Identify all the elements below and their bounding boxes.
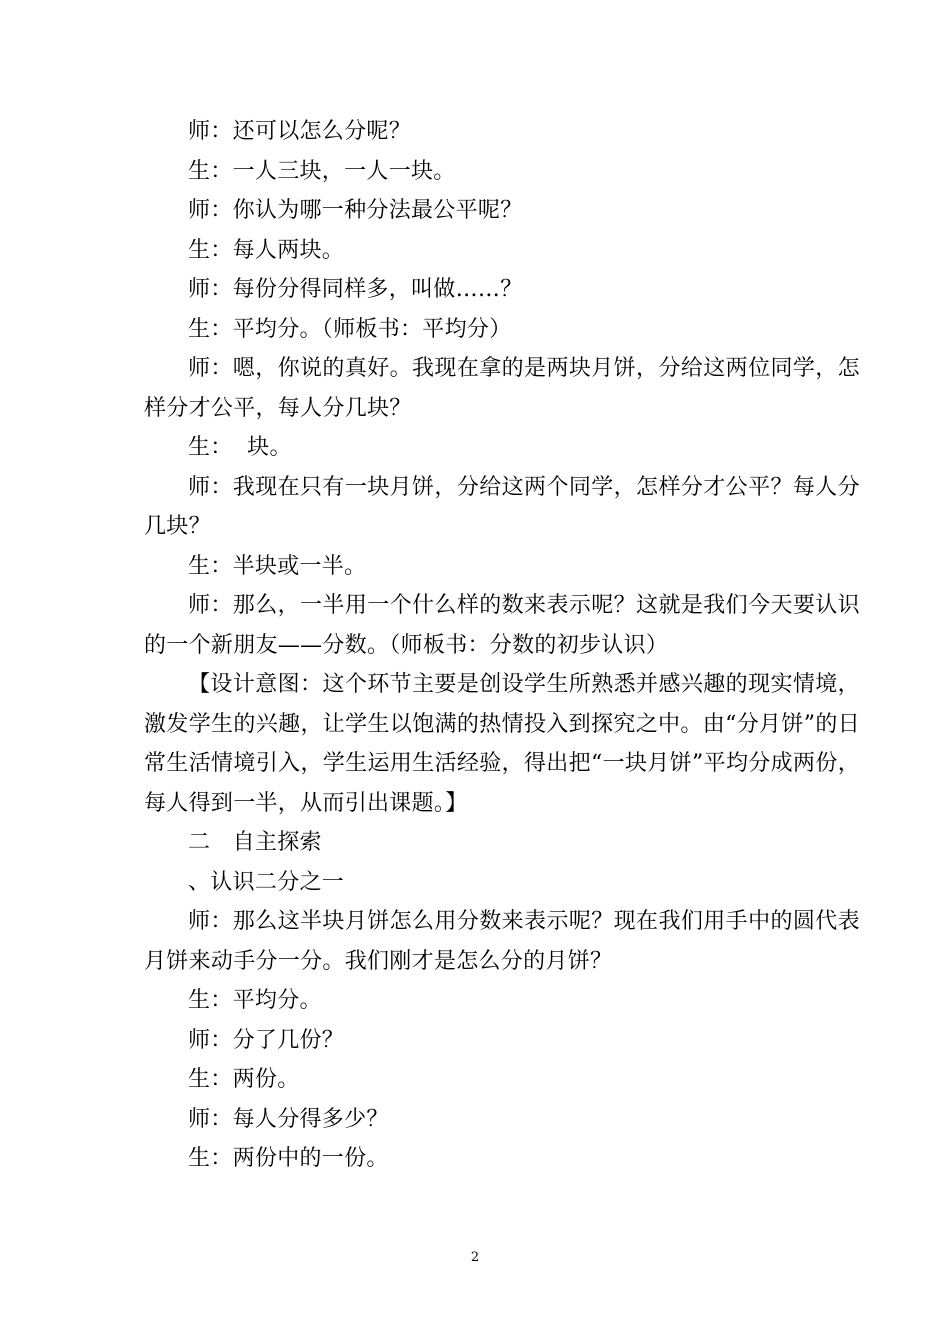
paragraph: 生：一人三块，一人一块。 [188,158,456,184]
paragraph: 师：每人分得多少？ [188,1106,389,1132]
paragraph: 师：我现在只有一块月饼，分给这两个同学，怎样分才公平？每人分几块？ [144,474,860,539]
paragraph: 师：嗯，你说的真好。我现在拿的是两块月饼，分给这两位同学，怎样分才公平，每人分几块？ [144,356,860,421]
section-heading: 二 自主探索 [188,830,322,855]
paragraph: 生： 块。 [188,435,292,460]
paragraph: 生：两份中的一份。 [188,1146,389,1171]
design-intent-paragraph: 【设计意图：这个环节主要是创设学生所熟悉并感兴趣的现实情境，激发学生的兴趣，让学生以饱满的热情投入到探究之中。由“分月饼”的日常生活情境引入，学生运用生活经验，得出把“一块月饼”平均分成两份，每人得到一半，从而引出课题。】 [144,672,860,816]
page-number: 2 [470,1250,480,1265]
paragraph: 师：你认为哪一种分法最公平呢？ [188,198,523,223]
document-body [144,112,860,1179]
paragraph: 生：两份。 [188,1067,300,1092]
paragraph: 师：那么这半块月饼怎么用分数来表示呢？现在我们用手中的圆代表月饼来动手分一分。我们刚才是怎么分的月饼？ [144,909,860,974]
paragraph: 生：平均分。 [188,988,322,1013]
paragraph: 生：半块或一半。 [188,553,367,579]
paragraph: 生：每人两块。 [188,237,345,263]
paragraph: 师：每份分得同样多，叫做……？ [188,277,523,302]
paragraph: 师：还可以怎么分呢？ [188,119,412,144]
paragraph: 师：分了几份？ [188,1027,345,1053]
paragraph: 师：那么，一半用一个什么样的数来表示呢？这就是我们今天要认识的一个新朋友——分数。（师板书：分数的初步认识） [144,593,860,658]
paragraph: 生：平均分。（师板书：平均分） [188,316,512,342]
subsection-heading: 、认识二分之一 [188,869,345,895]
